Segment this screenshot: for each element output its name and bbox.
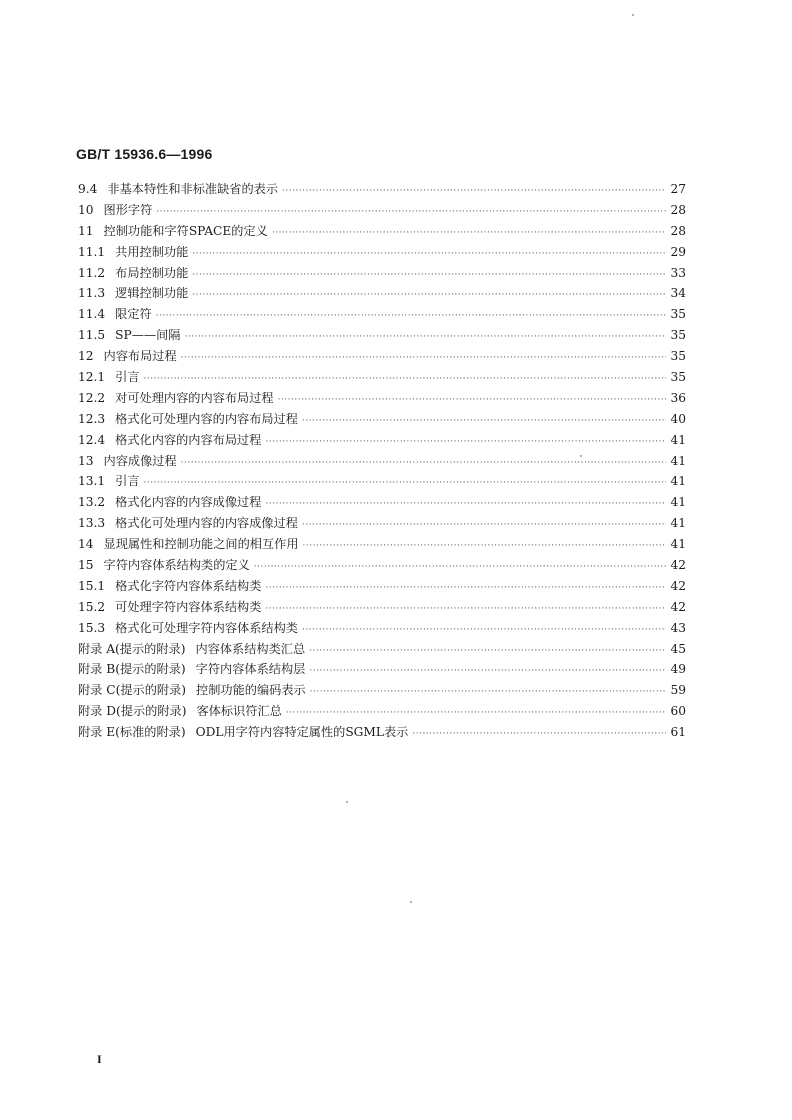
toc-entry-page: 27 — [670, 182, 686, 196]
toc-entry-title: 共用控制功能 — [115, 244, 189, 259]
table-of-contents — [78, 180, 686, 744]
dot-leader — [309, 646, 666, 656]
toc-entry-page: 28 — [670, 223, 686, 238]
toc-entry-page: 59 — [670, 683, 686, 698]
toc-entry — [78, 598, 686, 619]
toc-entry-page: 41 — [670, 516, 686, 531]
toc-entry-number: 12.1 — [78, 370, 106, 385]
toc-entry — [78, 619, 686, 640]
toc-entry-title: 可处理字符内容体系结构类 — [115, 599, 262, 614]
toc-entry-page: 41 — [670, 474, 686, 489]
dot-leader — [310, 687, 666, 697]
scan-speck — [632, 14, 634, 16]
dot-leader — [265, 583, 666, 593]
toc-entry-number: 11.3 — [78, 286, 106, 301]
toc-entry-number: 15 — [78, 558, 94, 573]
toc-entry-number: 附录 C(提示的附录) — [78, 683, 187, 698]
toc-entry-title: 显现属性和控制功能之间的相互作用 — [103, 537, 299, 552]
toc-entry-number: 12.4 — [78, 432, 106, 447]
dot-leader — [272, 228, 666, 238]
toc-entry-title: 控制功能和字符SPACE的定义 — [103, 223, 268, 238]
dot-leader — [282, 186, 666, 196]
dot-leader — [192, 270, 666, 280]
toc-entry-number: 15.3 — [78, 620, 106, 635]
dot-leader — [181, 353, 666, 363]
toc-entry — [78, 222, 686, 243]
toc-entry-number: 9.4 — [78, 182, 98, 196]
dot-leader — [302, 520, 666, 530]
toc-entry-title: 格式化可处理字符内容体系结构类 — [115, 620, 298, 635]
dot-leader — [286, 708, 666, 718]
toc-entry — [78, 431, 686, 452]
toc-entry-page: 35 — [670, 328, 686, 343]
toc-entry-number: 附录 E(标准的附录) — [78, 725, 186, 740]
dot-leader — [309, 666, 666, 676]
toc-entry-number: 13.1 — [78, 474, 106, 489]
toc-entry-title: 客体标识符汇总 — [196, 704, 282, 719]
toc-entry-page: 40 — [670, 411, 686, 426]
toc-entry-page: 34 — [670, 286, 686, 301]
toc-entry — [78, 472, 686, 493]
toc-entry-title: 格式化字符内容体系结构类 — [115, 578, 262, 593]
toc-entry-page: 41 — [670, 432, 686, 447]
toc-entry-page: 49 — [670, 662, 686, 677]
toc-entry — [78, 577, 686, 598]
toc-entry-page: 41 — [670, 453, 686, 468]
scan-speck — [346, 801, 348, 803]
toc-entry-number: 13 — [78, 453, 94, 468]
toc-entry-title: 字符内容体系结构类的定义 — [103, 558, 250, 573]
toc-entry-title: 格式化可处理内容的内容布局过程 — [115, 411, 298, 426]
toc-entry-title: 字符内容体系结构层 — [195, 662, 306, 677]
dot-leader — [156, 311, 666, 321]
toc-entry — [78, 201, 686, 222]
dot-leader — [254, 562, 666, 572]
toc-entry-number: 13.2 — [78, 495, 106, 510]
dot-leader — [302, 625, 666, 635]
toc-entry-page: 42 — [670, 599, 686, 614]
toc-entry-page: 41 — [670, 537, 686, 552]
toc-entry — [78, 410, 686, 431]
toc-entry-title: 内容布局过程 — [103, 349, 177, 364]
toc-entry-title: 限定符 — [115, 307, 152, 322]
toc-entry-page: 42 — [670, 578, 686, 593]
toc-entry — [78, 535, 686, 556]
toc-entry — [78, 556, 686, 577]
toc-entry-page: 29 — [670, 244, 686, 259]
toc-entry — [78, 326, 686, 347]
toc-entry-number: 附录 A(提示的附录) — [78, 641, 186, 656]
dot-leader — [144, 374, 666, 384]
toc-entry — [78, 180, 686, 201]
toc-entry — [78, 514, 686, 535]
dot-leader — [184, 332, 666, 342]
toc-entry-number: 11.1 — [78, 244, 106, 259]
toc-entry-page: 43 — [670, 620, 686, 635]
dot-leader — [302, 416, 666, 426]
dot-leader — [303, 541, 666, 551]
toc-entry-number: 12.3 — [78, 411, 106, 426]
toc-entry-page: 28 — [670, 202, 686, 217]
dot-leader — [265, 604, 666, 614]
scan-speck — [580, 455, 582, 457]
toc-entry-number: 附录 B(提示的附录) — [78, 662, 186, 677]
toc-entry — [78, 702, 686, 723]
toc-entry-page: 35 — [670, 307, 686, 322]
toc-entry-page: 36 — [670, 390, 686, 405]
toc-entry-title: SP——间隔 — [115, 328, 181, 343]
document-id-header: GB/T 15936.6—1996 — [76, 146, 213, 162]
dot-leader — [265, 437, 666, 447]
dot-leader — [144, 478, 666, 488]
scan-speck — [410, 901, 412, 903]
toc-entry-page: 41 — [670, 495, 686, 510]
toc-entry-page: 42 — [670, 558, 686, 573]
toc-entry — [78, 640, 686, 661]
toc-entry-title: 非基本特性和非标准缺省的表示 — [107, 182, 279, 196]
dot-leader — [265, 499, 666, 509]
toc-entry-title: 引言 — [115, 370, 140, 385]
dot-leader — [181, 458, 666, 468]
toc-entry-number: 14 — [78, 537, 94, 552]
toc-entry-number: 12 — [78, 349, 94, 364]
toc-entry-page: 35 — [670, 370, 686, 385]
toc-entry-title: 内容体系结构类汇总 — [195, 641, 306, 656]
toc-entry-title: 格式化内容的内容成像过程 — [115, 495, 262, 510]
toc-entry — [78, 264, 686, 285]
toc-entry-page: 45 — [670, 641, 686, 656]
toc-entry — [78, 243, 686, 264]
toc-entry-title: ODL用字符内容特定属性的SGML表示 — [195, 725, 409, 740]
toc-entry-title: 内容成像过程 — [103, 453, 177, 468]
toc-entry-number: 13.3 — [78, 516, 106, 531]
toc-entry-number: 15.2 — [78, 599, 106, 614]
toc-entry-page: 61 — [670, 725, 686, 740]
dot-leader — [192, 290, 666, 300]
dot-leader — [192, 249, 666, 259]
toc-entry-number: 10 — [78, 202, 94, 217]
toc-entry — [78, 347, 686, 368]
dot-leader — [278, 395, 666, 405]
toc-entry — [78, 723, 686, 744]
toc-entry-title: 图形字符 — [103, 202, 153, 217]
toc-entry — [78, 681, 686, 702]
toc-entry-number: 15.1 — [78, 578, 106, 593]
toc-entry — [78, 452, 686, 473]
toc-entry-page: 33 — [670, 265, 686, 280]
toc-entry-title: 布局控制功能 — [115, 265, 189, 280]
toc-entry — [78, 284, 686, 305]
toc-entry-number: 11.4 — [78, 307, 106, 322]
toc-entry-title: 对可处理内容的内容布局过程 — [115, 390, 274, 405]
toc-entry — [78, 389, 686, 410]
toc-entry-number: 12.2 — [78, 390, 106, 405]
toc-entry-number: 附录 D(提示的附录) — [78, 704, 187, 719]
toc-entry-title: 控制功能的编码表示 — [196, 683, 306, 698]
toc-entry-number: 11.2 — [78, 265, 106, 280]
toc-entry-title: 引言 — [115, 474, 140, 489]
dot-leader — [412, 729, 666, 739]
page-number-mark: I — [97, 1052, 102, 1066]
toc-entry-number: 11 — [78, 223, 94, 238]
toc-entry-title: 逻辑控制功能 — [115, 286, 189, 301]
dot-leader — [156, 207, 666, 217]
toc-entry-title: 格式化内容的内容布局过程 — [115, 432, 262, 447]
toc-entry-number: 11.5 — [78, 328, 106, 343]
toc-entry — [78, 660, 686, 681]
toc-entry-page: 60 — [670, 704, 686, 719]
toc-entry — [78, 368, 686, 389]
toc-entry — [78, 493, 686, 514]
toc-entry-page: 35 — [670, 349, 686, 364]
toc-entry-title: 格式化可处理内容的内容成像过程 — [115, 516, 298, 531]
toc-entry — [78, 305, 686, 326]
